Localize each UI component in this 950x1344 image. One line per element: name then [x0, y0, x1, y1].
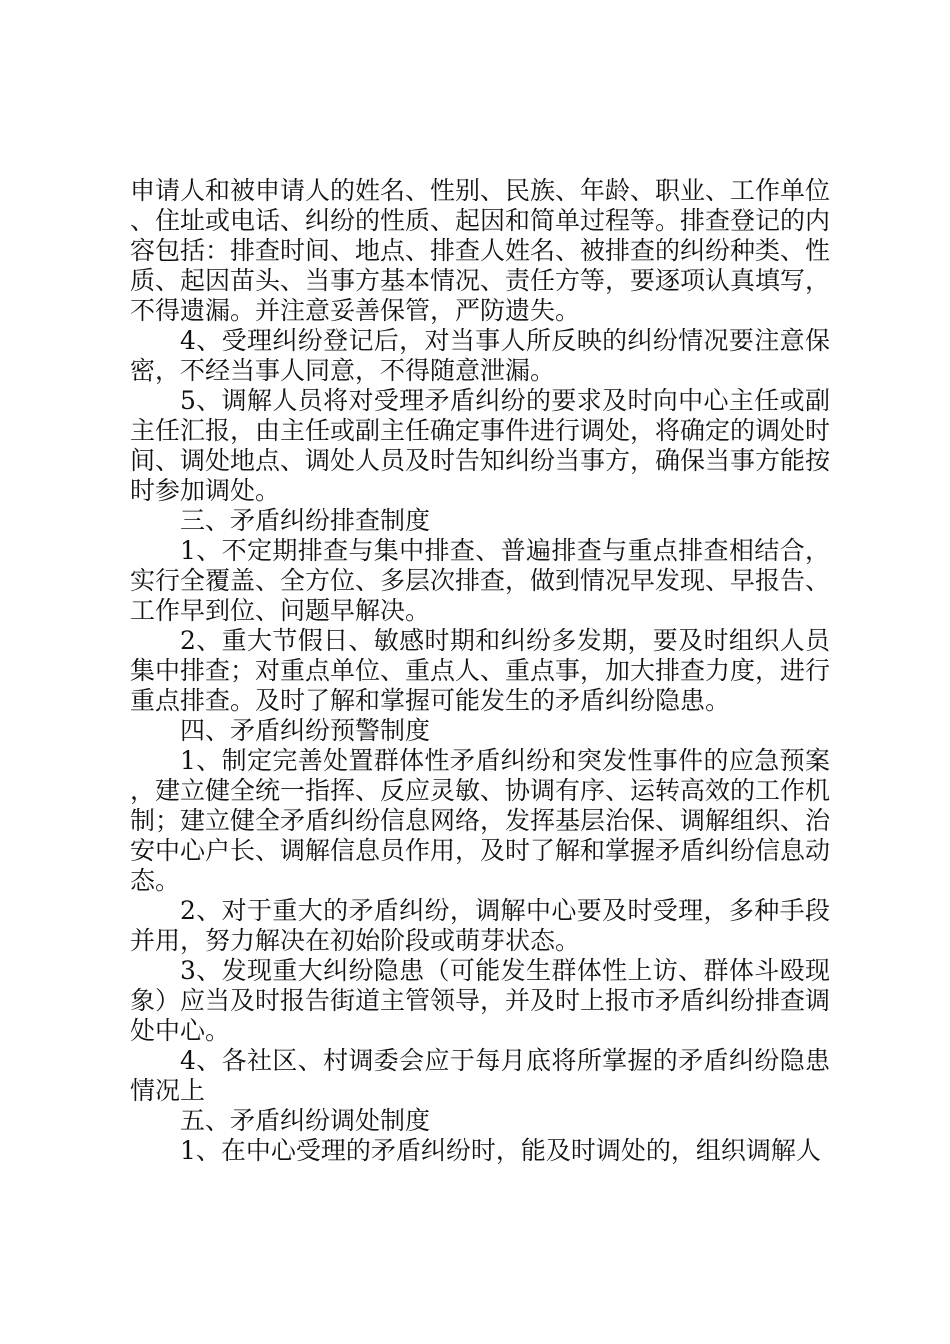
section-heading-3: 三、矛盾纠纷排查制度 — [180, 506, 431, 535]
document-body — [130, 176, 830, 1166]
paragraph-5: 2、重大节假日、敏感时期和纠纷多发期，要及时组织人员集中排查；对重点单位、重点人、重点事，加大排查力度，进行重点排查。及时了解和掌握可能发生的矛盾纠纷隐患。 — [130, 626, 831, 715]
paragraph-1: 申请人和被申请人的姓名、性别、民族、年龄、职业、工作单位、住址或电话、纠纷的性质、起因和简单过程等。排查登记的内容包括：排查时间、地点、排查人姓名、被排查的纠纷种类、性质、起因苗头、当事方基本情况、责任方等，要逐项认真填写，不得遗漏。并注意妥善保管，严防遗失。 — [130, 176, 831, 325]
section-heading-5: 五、矛盾纠纷调处制度 — [180, 1106, 431, 1135]
paragraph-3: 5、调解人员将对受理矛盾纠纷的要求及时向中心主任或副主任汇报，由主任或副主任确定事件进行调处，将确定的调处时间、调处地点、调处人员及时告知纠纷当事方，确保当事方能按时参加调处。 — [130, 386, 831, 505]
paragraph-9: 4、各社区、村调委会应于每月底将所掌握的矛盾纠纷隐患情况上 — [130, 1046, 830, 1105]
paragraph-10: 1、在中心受理的矛盾纠纷时，能及时调处的，组织调解人 — [180, 1136, 821, 1165]
paragraph-8: 3、发现重大纠纷隐患（可能发生群体性上访、群体斗殴现象）应当及时报告街道主管领导，并及时上报市矛盾纠纷排查调处中心。 — [130, 956, 831, 1045]
paragraph-2: 4、受理纠纷登记后，对当事人所反映的纠纷情况要注意保密，不经当事人同意，不得随意泄漏。 — [130, 326, 830, 385]
section-heading-4: 四、矛盾纠纷预警制度 — [180, 716, 431, 745]
paragraph-4: 1、不定期排查与集中排查、普遍排查与重点排查相结合，实行全覆盖、全方位、多层次排查，做到情况早发现、早报告、工作早到位、问题早解决。 — [130, 536, 831, 625]
paragraph-6: 1、制定完善处置群体性矛盾纠纷和突发性事件的应急预案，建立健全统一指挥、反应灵敏、协调有序、运转高效的工作机制；建立健全矛盾纠纷信息网络，发挥基层治保、调解组织、治安中心户长、调解信息员作用，及时了解和掌握矛盾纠纷信息动态。 — [130, 746, 831, 895]
paragraph-7: 2、对于重大的矛盾纠纷，调解中心要及时受理，多种手段并用，努力解决在初始阶段或萌芽状态。 — [130, 896, 830, 955]
